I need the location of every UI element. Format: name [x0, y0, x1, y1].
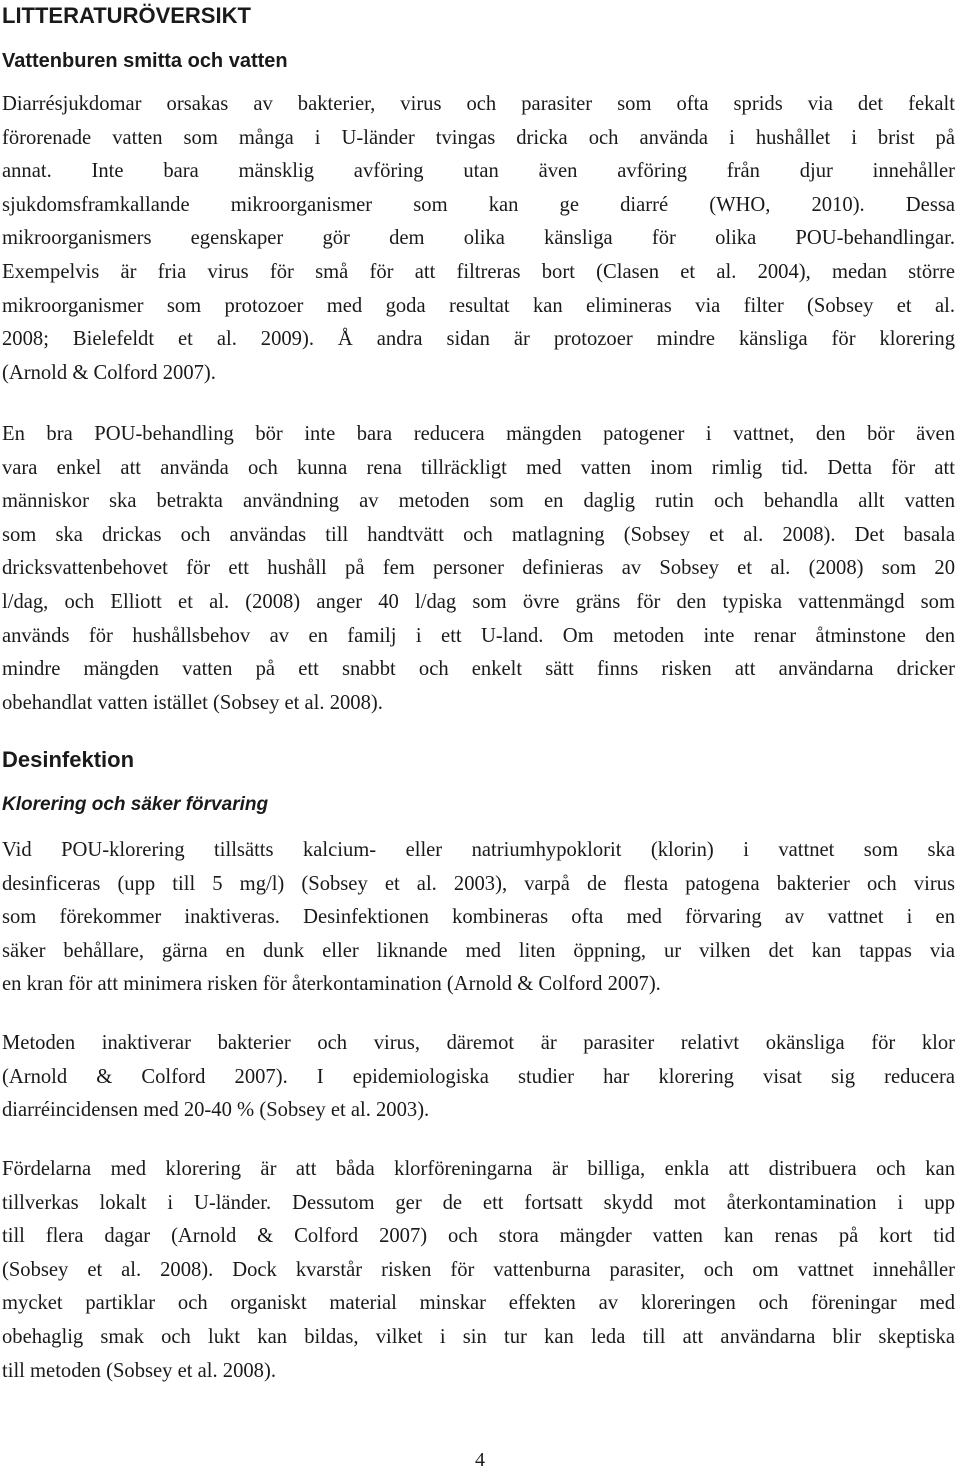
- text-line: En bra POU-behandling bör inte bara reducera mängden patogener i vattnet, den bör även: [2, 423, 955, 445]
- text-line: (Sobsey et al. 2008). Dock kvarstår risken för vattenburna parasiter, och om vattnet innehåller: [2, 1258, 955, 1281]
- text-line: Exempelvis är fria virus för små för att filtreras bort (Clasen et al. 2004), medan större: [2, 260, 955, 283]
- text-line: obehandlat vatten istället (Sobsey et al. 2008).: [2, 691, 383, 714]
- text-line: förorenade vatten som många i U-länder tvingas dricka och använda i hushållet i brist på: [2, 126, 955, 149]
- text-line: (Arnold & Colford 2007).: [2, 361, 216, 384]
- page-number: 4: [475, 1449, 485, 1471]
- text-line: l/dag, och Elliott et al. (2008) anger 40 l/dag som övre gräns för den typiska vattenmängd som: [2, 590, 955, 613]
- text-line: sjukdomsframkallande mikroorganismer som kan ge diarré (WHO, 2010). Dessa: [2, 193, 955, 216]
- section-heading-desinfektion: Desinfektion: [2, 747, 135, 772]
- text-line: tillverkas lokalt i U-länder. Dessutom ger de ett fortsatt skydd mot återkontamination i upp: [2, 1191, 955, 1214]
- text-line: Fördelarna med klorering är att båda klorföreningarna är billiga, enkla att distribuera och kan: [2, 1158, 955, 1180]
- text-line: diarréincidensen med 20-40 % (Sobsey et al. 2003).: [2, 1099, 430, 1122]
- paragraph-pou-behandling: [2, 418, 955, 720]
- text-line: desinficeras (upp till 5 mg/l) (Sobsey et al. 2003), varpå de flesta patogena bakterier och virus: [2, 872, 955, 895]
- text-line: till flera dagar (Arnold & Colford 2007) och stora mängder vatten kan renas på kort tid: [2, 1225, 955, 1248]
- text-line: som ska drickas och användas till handtvätt och matlagning (Sobsey et al. 2008). Det basala: [2, 523, 955, 546]
- text-line: mikroorganismer som protozoer med goda resultat kan elimineras via filter (Sobsey et al.: [2, 294, 955, 317]
- text-line: som förekommer inaktiveras. Desinfektionen kombineras ofta med förvaring av vattnet i en: [2, 906, 955, 929]
- text-line: (Arnold & Colford 2007). I epidemiologiska studier har klorering visat sig reducera: [2, 1065, 955, 1088]
- text-line: säker behållare, gärna en dunk eller liknande med liten öppning, ur vilken det kan tappas via: [2, 939, 955, 962]
- page-title: LITTERATURÖVERSIKT: [2, 3, 251, 28]
- text-line: obehaglig smak och lukt kan bildas, vilket i sin tur kan leda till att användarna blir skeptiska: [2, 1325, 955, 1348]
- text-line: mindre mängden vatten på ett snabbt och enkelt sätt finns risken att användarna dricker: [2, 658, 955, 681]
- text-line: till metoden (Sobsey et al. 2008).: [2, 1359, 276, 1382]
- section-heading-vattenburen: Vattenburen smitta och vatten: [2, 50, 288, 72]
- paragraph-diarre: [2, 88, 955, 390]
- text-line: mikroorganismers egenskaper gör dem olika känsliga för olika POU-behandlingar.: [2, 227, 955, 250]
- text-line: mycket partiklar och organiskt material minskar effekten av kloreringen och föreningar med: [2, 1292, 955, 1315]
- text-line: en kran för att minimera risken för återkontamination (Arnold & Colford 2007).: [2, 973, 661, 996]
- text-line: människor ska betrakta användning av metoden som en daglig rutin och behandla allt vatten: [2, 490, 955, 513]
- text-line: Vid POU-klorering tillsätts kalcium- eller natriumhypoklorit (klorin) i vattnet som ska: [2, 839, 955, 861]
- subsection-heading-klorering: Klorering och säker förvaring: [2, 794, 269, 815]
- text-line: Metoden inaktiverar bakterier och virus, däremot är parasiter relativt okänsliga för klor: [2, 1032, 955, 1054]
- text-line: annat. Inte bara mänsklig avföring utan även avföring från djur innehåller: [2, 160, 955, 183]
- paragraph-pou-klorering: [2, 834, 955, 1002]
- paragraph-fordelarna: [2, 1153, 955, 1388]
- text-line: dricksvattenbehovet för ett hushåll på fem personer definieras av Sobsey et al. (2008) som 20: [2, 557, 955, 580]
- text-line: används för hushållsbehov av en familj i ett U-land. Om metoden inte renar åtminstone den: [2, 624, 955, 647]
- text-line: 2008; Bielefeldt et al. 2009). Å andra sidan är protozoer mindre känsliga för klorering: [2, 328, 955, 351]
- text-line: Diarrésjukdomar orsakas av bakterier, virus och parasiter som ofta sprids via det fekalt: [2, 93, 955, 115]
- paragraph-metoden: [2, 1027, 955, 1128]
- text-line: vara enkel att använda och kunna rena tillräckligt med vatten inom rimlig tid. Detta för att: [2, 456, 955, 479]
